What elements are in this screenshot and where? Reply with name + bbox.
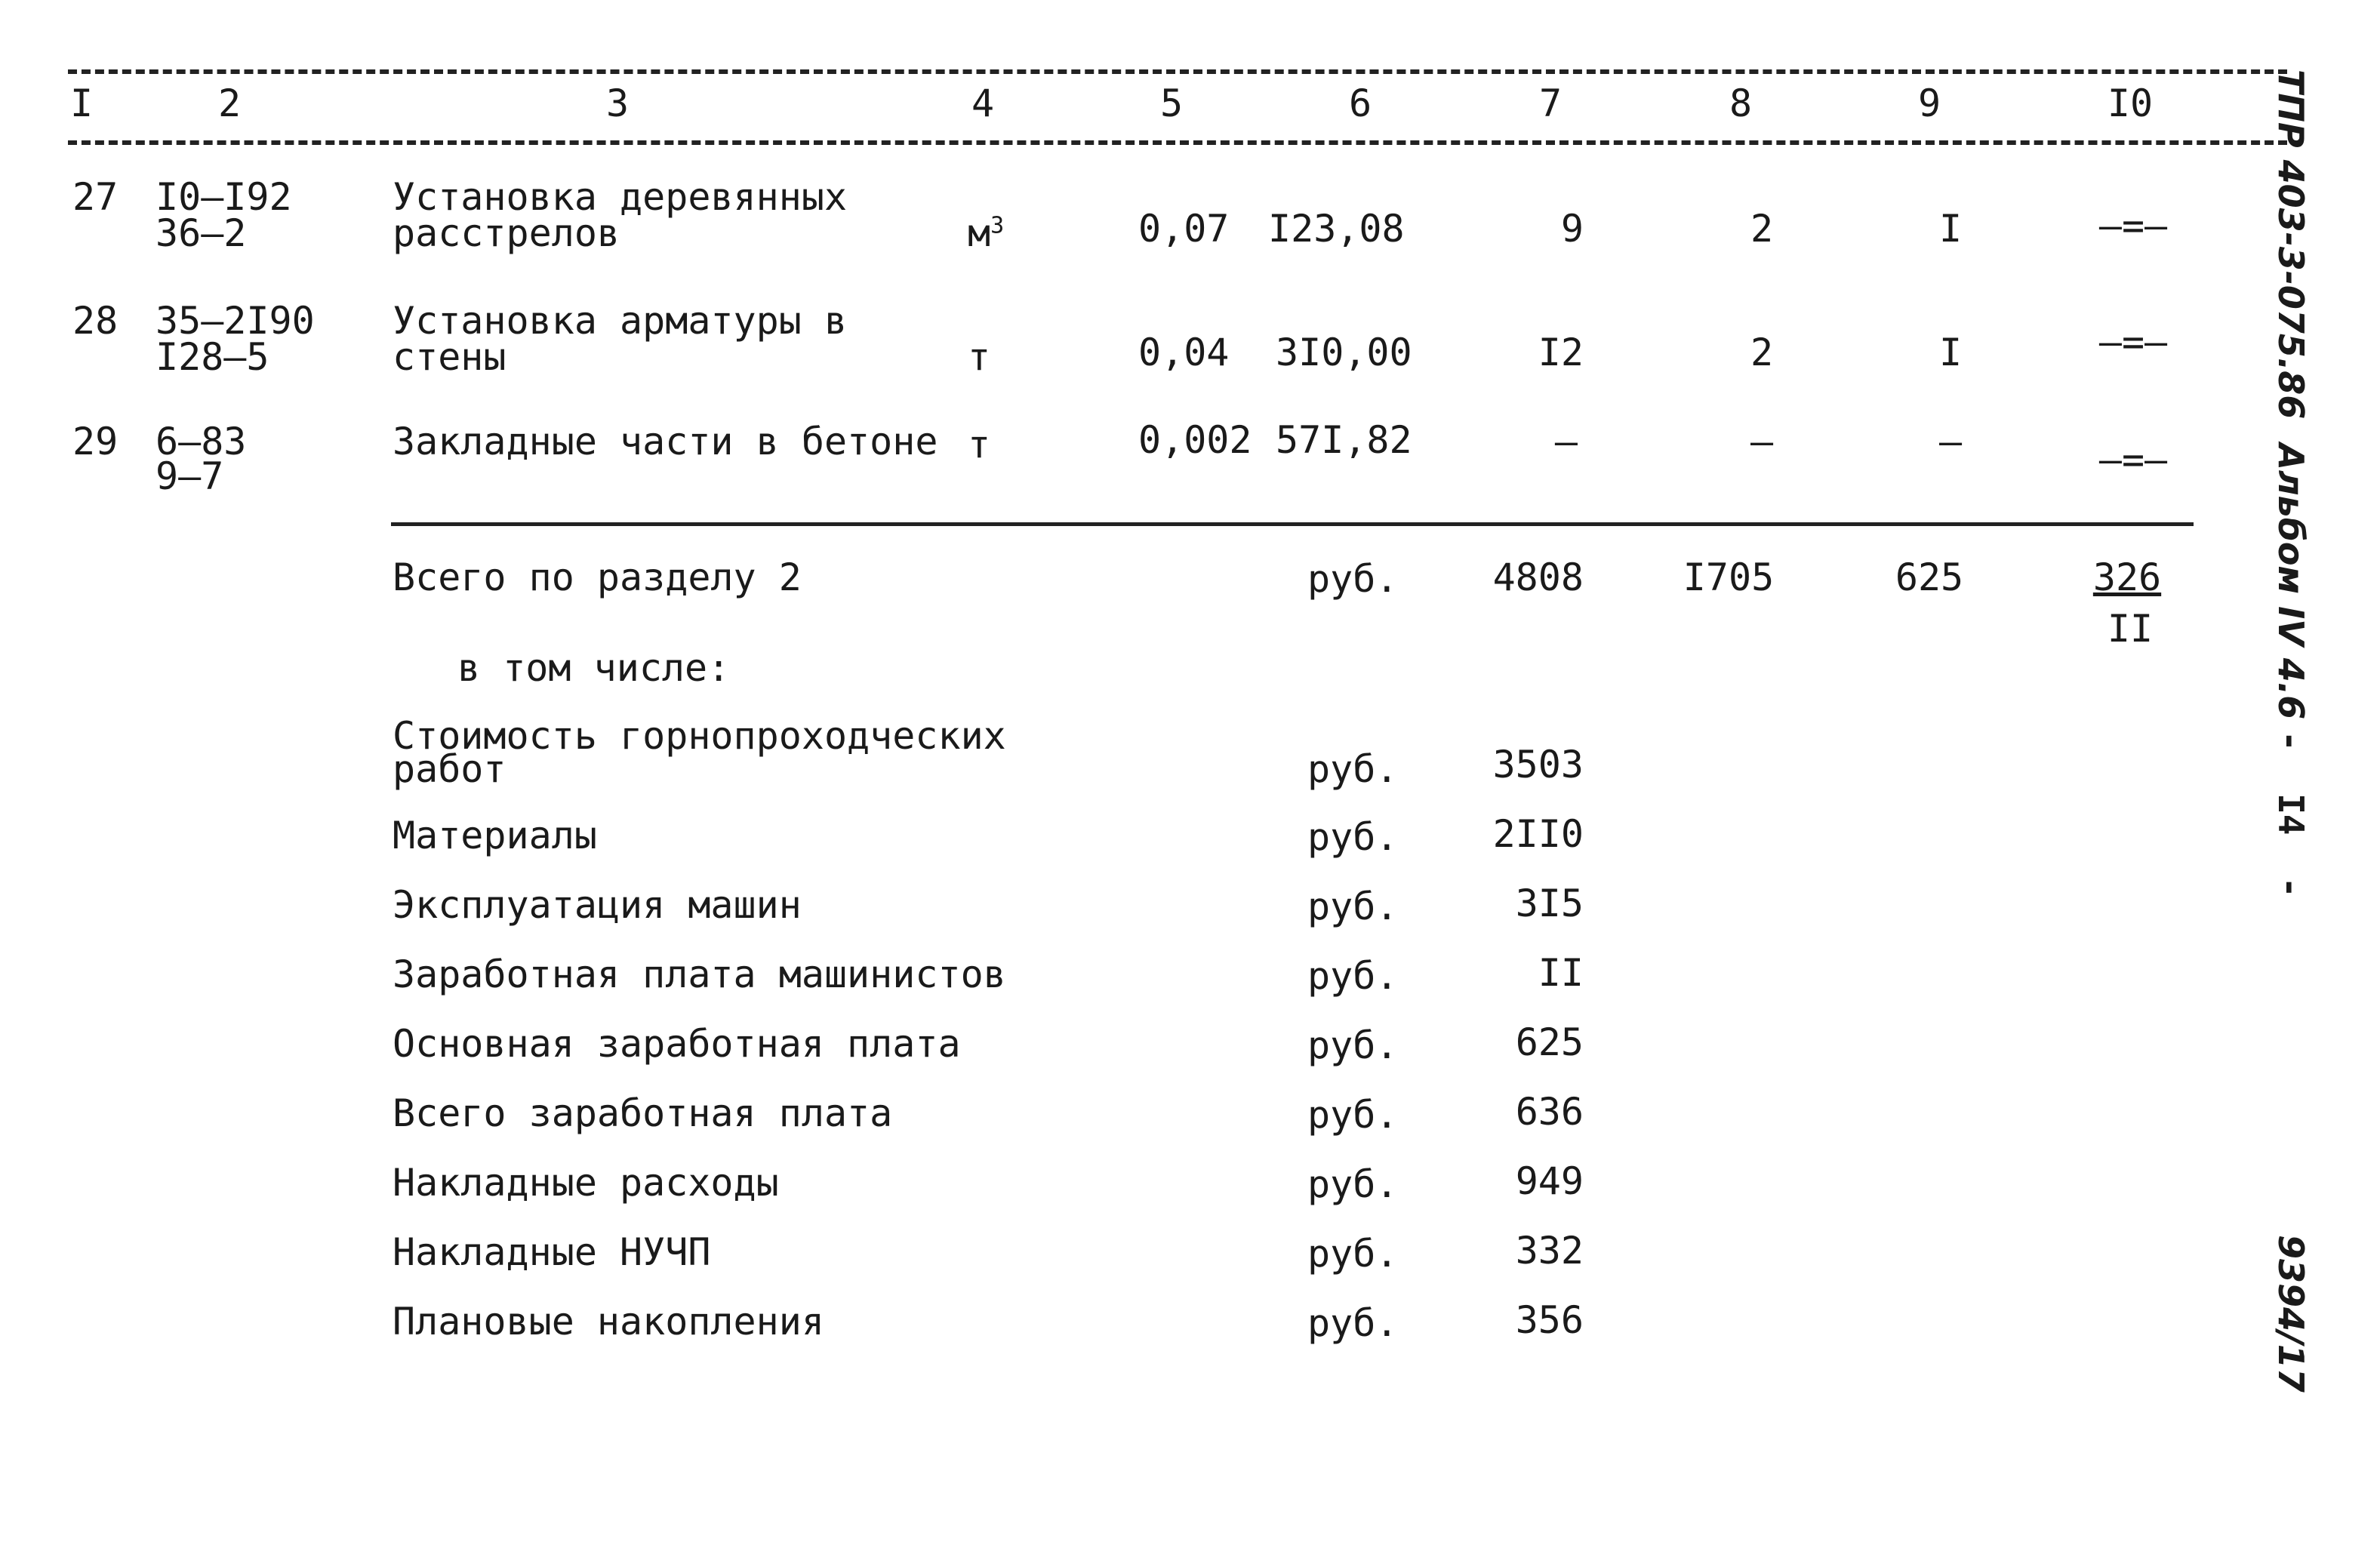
col-header-5: 5 (1159, 82, 1184, 125)
col-header-4: 4 (971, 82, 995, 125)
row-code-sub: 9–7 (155, 454, 224, 498)
breakdown-value: 356 (1515, 1298, 1584, 1342)
row-price: 57I,82 (1276, 418, 1412, 462)
col-header-2: 2 (217, 82, 242, 125)
breakdown-unit: руб. (1307, 954, 1399, 998)
row-name-cont: расстрелов (393, 211, 620, 255)
breakdown-unit: руб. (1307, 1093, 1399, 1137)
breakdown-unit: руб. (1307, 1162, 1399, 1206)
col-header-10: I0 (2107, 82, 2154, 125)
col-header-7: 7 (1538, 82, 1563, 125)
row-col10: –=– (2098, 204, 2168, 248)
breakdown-unit: руб. (1307, 1023, 1399, 1067)
breakdown-label: Материалы (393, 814, 597, 857)
row-col8: 2 (1750, 331, 1774, 374)
total-unit: руб. (1307, 557, 1399, 601)
row-col10: –=– (2098, 438, 2168, 482)
header-top-rule (68, 69, 2287, 74)
row-code-sub: 36–2 (155, 211, 247, 255)
breakdown-label-cont: работ (393, 747, 506, 791)
row-price: I23,08 (1268, 207, 1405, 251)
row-number: 27 (72, 175, 119, 219)
row-number: 28 (72, 299, 119, 343)
breakdown-value: II (1538, 951, 1584, 995)
row-col7: – (1554, 420, 1578, 463)
breakdown-label: Эксплуатация машин (393, 883, 802, 927)
breakdown-value: 332 (1515, 1229, 1584, 1273)
total-col9: 625 (1895, 556, 1964, 599)
breakdown-value: 949 (1515, 1159, 1584, 1203)
row-number: 29 (72, 420, 119, 463)
row-price: 3I0,00 (1276, 331, 1412, 374)
total-label: Всего по разделу 2 (393, 556, 802, 599)
col-header-9: 9 (1917, 82, 1941, 125)
breakdown-label: Основная заработная плата (393, 1022, 961, 1066)
breakdown-label: Заработная плата машинистов (393, 953, 1006, 996)
margin-sheet-number: 9394/17 (2271, 1235, 2311, 1393)
breakdown-value: 636 (1515, 1090, 1584, 1134)
total-col10: 326 (2092, 556, 2162, 599)
row-name-cont: стены (393, 335, 506, 379)
row-col8: 2 (1750, 207, 1774, 251)
margin-page-number: - I4 - (2271, 731, 2311, 898)
col-header-6: 6 (1348, 82, 1372, 125)
total-col10-sub: II (2107, 607, 2154, 651)
breakdown-label: Накладные расходы (393, 1161, 779, 1205)
including-label: в том числе: (457, 646, 731, 690)
breakdown-unit: руб. (1307, 1232, 1399, 1276)
row-unit: т (968, 423, 991, 466)
breakdown-label: Всего заработная плата (393, 1091, 893, 1135)
row-qty: 0,07 (1138, 207, 1230, 251)
row-name: Установка арматуры в (393, 299, 848, 343)
row-col7: I2 (1538, 331, 1584, 374)
breakdown-unit: руб. (1307, 1301, 1399, 1345)
row-unit: т (968, 335, 991, 379)
row-col10: –=– (2098, 320, 2168, 364)
breakdown-unit: руб. (1307, 747, 1399, 791)
breakdown-value: 3I5 (1515, 882, 1584, 925)
breakdown-unit: руб. (1307, 885, 1399, 928)
row-name: Установка деревянных (393, 175, 848, 219)
col-header-3: 3 (605, 82, 630, 125)
breakdown-label: Стоимость горнопроходческих (393, 714, 1006, 758)
row-code: 6–83 (155, 420, 247, 463)
row-col9: I (1938, 331, 1963, 374)
row-col9: I (1938, 207, 1963, 251)
row-code: I0–I92 (155, 175, 292, 219)
margin-document-reference: ТПР 403-3-075.86 Альбом IV 4.6 (2271, 69, 2311, 720)
row-col7: 9 (1560, 207, 1584, 251)
row-code-sub: I28–5 (155, 335, 269, 379)
breakdown-value: 625 (1515, 1020, 1584, 1064)
row-code: 35–2I90 (155, 299, 315, 343)
breakdown-label: Накладные НУЧП (393, 1230, 711, 1274)
breakdown-value: 3503 (1492, 743, 1584, 786)
breakdown-unit: руб. (1307, 815, 1399, 859)
row-unit: $м^3$ (968, 211, 1005, 255)
total-col7: 4808 (1492, 556, 1584, 599)
col-header-8: 8 (1729, 82, 1753, 125)
row-qty: 0,04 (1138, 331, 1230, 374)
header-bottom-rule (68, 140, 2287, 145)
breakdown-label: Плановые накопления (393, 1300, 824, 1343)
row-name: Закладные части в бетоне (393, 420, 938, 463)
breakdown-value: 2II0 (1492, 812, 1584, 856)
row-col9: – (1938, 420, 1963, 463)
col-header-1: I (69, 82, 94, 125)
row-col8: – (1750, 420, 1774, 463)
total-separator (391, 522, 2194, 526)
row-qty: 0,002 (1138, 418, 1252, 462)
total-col8: I705 (1683, 556, 1775, 599)
